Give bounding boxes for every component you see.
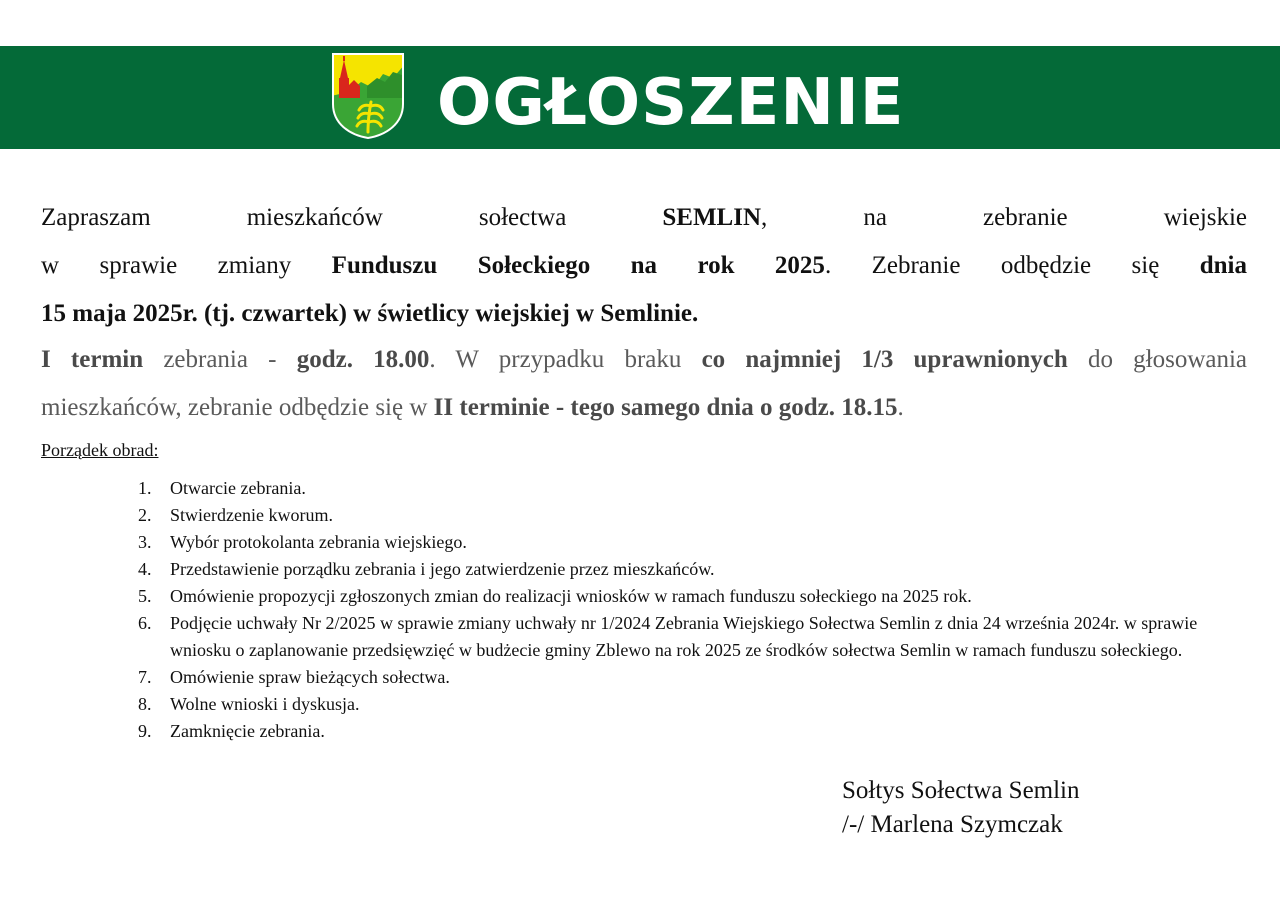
agenda-list xyxy=(132,475,1248,745)
agenda-item-number: 3. xyxy=(138,532,152,552)
agenda-item-number: 6. xyxy=(138,613,152,633)
agenda-item xyxy=(132,583,1248,610)
agenda-item-text: Wybór protokolanta zebrania wiejskiego. xyxy=(170,532,467,552)
agenda-item-number: 9. xyxy=(138,721,152,741)
agenda-item-text: Podjęcie uchwały Nr 2/2025 w sprawie zmiany uchwały nr 1/2024 Zebrania Wiejskiego Sołectwa Semlin z dnia 24 września 2024r. w sprawie wniosku o zaplanowanie przedsięwzięć w budżecie gminy Zblewo na rok 2025 ze środków sołectwa Semlin w ramach funduszu sołeckiego. xyxy=(170,613,1198,660)
agenda-item xyxy=(132,502,1248,529)
announcement-line-3 xyxy=(41,290,1247,338)
meeting-date-place: 15 maja 2025r. (tj. czwartek) w świetlicy wiejskiej w Semlinie. xyxy=(41,300,699,327)
announcement-line-1: Zapraszam mieszkańców sołectwa SEMLIN, na zebranie wiejskie xyxy=(41,204,1248,231)
announcement-paragraph xyxy=(41,194,1247,338)
agenda-item-number: 2. xyxy=(138,505,152,525)
fund-name: Funduszu Sołeckiego na rok 2025 xyxy=(331,252,825,279)
agenda-item xyxy=(132,691,1248,718)
signature-name: /-/ Marlena Szymczak xyxy=(842,811,1063,838)
agenda-item-number: 5. xyxy=(138,586,152,606)
agenda-item-text: Otwarcie zebrania. xyxy=(170,478,306,498)
agenda-item xyxy=(132,718,1248,745)
agenda-item-number: 1. xyxy=(138,478,152,498)
terms-line-1: I termin zebrania - godz. 18.00. W przypadku braku co najmniej 1/3 uprawnionych do głosowania xyxy=(41,346,1248,373)
agenda-item xyxy=(132,475,1248,502)
signature-role: Sołtys Sołectwa Semlin xyxy=(842,777,1080,804)
agenda-item xyxy=(132,664,1248,691)
agenda-item-text: Przedstawienie porządku zebrania i jego zatwierdzenie przez mieszkańców. xyxy=(170,559,715,579)
agenda-item-number: 4. xyxy=(138,559,152,579)
agenda-item xyxy=(132,529,1248,556)
agenda-item-number: 8. xyxy=(138,694,152,714)
agenda-title: Porządek obrad: xyxy=(41,440,159,460)
semlin-coat-of-arms-icon xyxy=(331,52,405,139)
agenda-item-number: 7. xyxy=(138,667,152,687)
signature xyxy=(842,774,1080,842)
village-name: SEMLIN xyxy=(662,204,762,231)
agenda-item-text: Zamknięcie zebrania. xyxy=(170,721,325,741)
agenda-item xyxy=(132,610,1248,664)
agenda-item-text: Wolne wnioski i dyskusja. xyxy=(170,694,360,714)
terms-line-2: mieszkańców, zebranie odbędzie się w II terminie - tego samego dnia o godz. 18.15. xyxy=(41,394,904,421)
announcement-line-2: w sprawie zmiany Funduszu Sołeckiego na rok 2025. Zebranie odbędzie się dnia xyxy=(41,252,1247,279)
page-title: OGŁOSZENIE xyxy=(437,66,905,140)
agenda-item xyxy=(132,556,1248,583)
terms-paragraph xyxy=(41,336,1247,432)
agenda-item-text: Omówienie spraw bieżących sołectwa. xyxy=(170,667,450,687)
agenda-item-text: Omówienie propozycji zgłoszonych zmian do realizacji wniosków w ramach funduszu sołeckiego na 2025 rok. xyxy=(170,586,972,606)
agenda-item-text: Stwierdzenie kworum. xyxy=(170,505,333,525)
